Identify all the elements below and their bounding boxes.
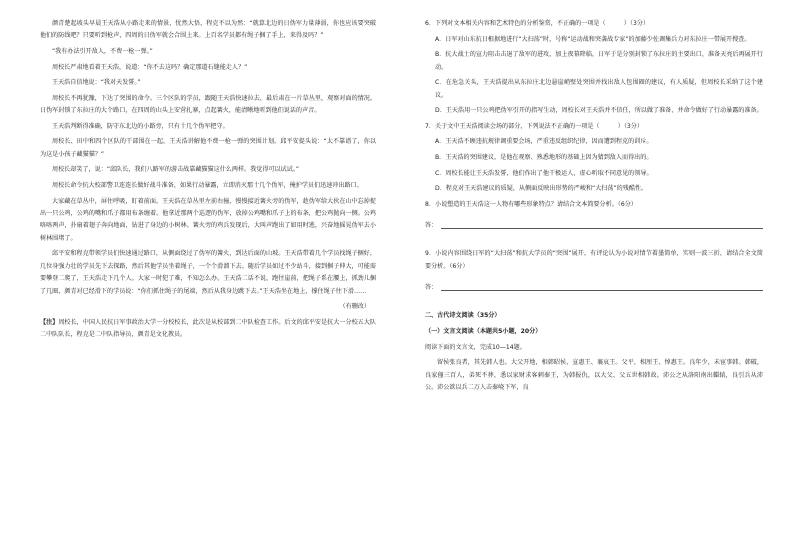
section-heading: 二、古代诗文阅读（35分）	[425, 312, 501, 320]
passage-paragraph: 王天浩判断得准确，防守东北边的小路旁，只有十几个伪军把守。	[52, 122, 229, 130]
question-6-option-c: C．在危急关头，王天浩提出从东拉庄北边悬崖峭壁处突围并找出敌人包围圈的建议，有人质疑，但周校长采纳了这个建议。	[435, 79, 763, 99]
subsection-heading: （一）文言文阅读（本题共5小题，20分）	[425, 327, 542, 335]
passage-paragraph: 颜青楚起坡头早晨王天浩从小路走来的情景，忧然大悟，程克不以为然：“就算北边的日伪军力量薄弱，你也应该要突破他们的防线吧？只要听到枪声，四周的日伪军就会合围上来。上百名学员都有绳子捆了手上，来得及吗？”	[40, 20, 376, 40]
reading-passage-column	[40, 18, 376, 345]
answer-underline	[441, 290, 763, 291]
question-7-option-a: A．王天浩不顾违抗规律调重要会场，严重违反组织纪律，因而遭到程克的训斥。	[435, 138, 653, 146]
question-6: 6．下列对文本相关内容和艺术特色的分析鉴赏，不正确的一项是（ ）（3分）	[425, 20, 650, 27]
passage-paragraph: 周校长严肃地看着王天浩，说道：“你不去这吗？确定那道石缝能走人？”	[52, 63, 248, 71]
answer-line-8[interactable]	[425, 214, 763, 232]
passage-paragraph: 大家藏在草丛中，屏住呼吸，盯着前面。王天浩在草丛里左前右撞，慢慢接近篝火旁的伪军，趁伪军给大伙在山中忘掉捉出一只公鸡，公鸡的嘴和爪子都用布条缠着。他拿近那两个巡逻的伪军，放掉公鸡嘴和爪子上的布条，把公鸡抛向一侧。公鸡咯咯两声，扑扇着翅子奔向地面，钻进了身边的小树林。篝火旁的鸡兵发现后，大叫声跑出了如用时逃，兴奋地摇晃伪军去小树林围堵了。	[40, 197, 376, 242]
question-7-option-b: B．王天浩的突围建议，是他在观察、熟悉地形的基础上因为猜到敌人而得出的。	[435, 153, 653, 161]
annotation-text: 周校长，中国人民抗日军事政治大学一分校校长，此次是从校部到二中队检查工作。后文的邱平安是抗大一分校五大队二中队队长，程克是二中队指导员，颜青是文化教员。	[40, 318, 376, 339]
answer-label: 答：	[425, 221, 438, 229]
question-8: 8．小说塑造的王天浩这一人物有哪些形象特点？请结合文本简要分析。（6分）	[425, 200, 637, 208]
annotation-label: 【注】	[40, 318, 59, 326]
reading-instruction: 阅读下面的文言文，完成10—14题。	[425, 343, 526, 351]
question-7-option-c: C．周校长能让王天浩发誓，他们作出了他干极运人，虚心听取不同意见的领导。	[435, 169, 653, 177]
passage-paragraph: 周校长不再犹豫，下达了突围的命令。三个区队的学员，跟随王天浩快速拉去，最后肃在一片草丛里，观察对面的情况。日伪军封锁了东拉庄的大个路口，在四周的山头上安营扎寨，点起篝火，能清晰地听到他们说话的声音。	[40, 94, 376, 115]
passage-paragraph: 周校长命令抗大校部警卫连连长做好战斗准备，如果行动暴露，立即消灭那十几个伪军，掩护学员们迅速冲出路口。	[52, 181, 363, 189]
passage-paragraph: “我有办法引开敌人，不费一枪一弹。”	[52, 48, 153, 55]
questions-column	[425, 18, 763, 398]
answer-label: 答：	[425, 283, 438, 291]
classical-passage: 留侯张良者，其先韩人也。大父开地，相韩昭侯、宣惠王、襄哀王。父平，相厘王、悼惠王。良年少，未宦事韩。韩破，良家僮三百人，弟死不葬，悉以家财求客刺秦王，为韩报仇，以大父、父五世相韩故。沛公之从洛阳南出轘辕，良引兵从沛公。沛公欲以兵二万人击秦峣下军，良	[425, 359, 763, 391]
question-7: 7．关于文中王天浩阅读会场的部分，下列说法不正确的一项是（ ）（3分）	[425, 122, 643, 130]
passage-paragraph: 周校长、田中和四个区队的干部围在一起，王天浩讲解他不费一枪一弹的突围计划。邱平安提头说：“太不靠谱了，你以为这是小孩子藏猫猫？”	[40, 138, 376, 158]
passage-paragraph: 王天浩自信地说：“我对天发誓。”	[52, 79, 141, 87]
question-6-option-d: D．王天浩用一只公鸡把伪军引开的指写生动，周校长对王天浩并不信任，所以做了准备，并命令做好了行动暴露的准备。	[435, 107, 763, 115]
passage-paragraph: 周校长却笑了，说：“邱队长，我们八路军的游击战靠藏猫猫这什么两样。我觉得可以试试。”	[52, 166, 300, 174]
answer-underline	[441, 228, 763, 229]
question-6-option-a: A．日军对山东抗日根据地进行“大扫荡”时，号称“运动战和突袭战专家”的加藤少佐调集兵力对东拉庄一带展开搜查。	[435, 35, 751, 43]
passage-paragraph: 邱平安和程克带领学员们快速通过路口，从侧面绕过了伪军的篝火，到达后面的山坡。王天浩带着几个学员找绳子捆好，几位身强力壮的学员先下去探路，然后其他学员坐着绳子，一个个滑溜下去。随后学员如过不少站斗，接到捆子伸大，可能需要攀登二爬了，王天浩走下几个人。大家一时犯了难，不知怎么办。王天浩二话不说，跑往崖前，把绳子系在腰上，抓劲儿捆了几圈，颜青对已经滑下的学员说：“你们抓住绳子的尾端，然后从我身边跳下去。”王天浩坐在地上，撑住绳子往下滑……	[40, 250, 376, 295]
source-note: （有删改）	[339, 303, 370, 311]
question-9: 9．小说内容围绕日军的“大扫荡”和抗大学员的“突围”展开，有评论认为小说对情节着墨简单，实则一波三折，请结合全文简要分析。（6分）	[425, 250, 763, 270]
annotation-note	[40, 317, 376, 342]
question-7-option-d: D．程克对王天浩建议的质疑，从侧面反映出形势的严峻和“大扫荡”的残酷性。	[435, 185, 648, 193]
question-6-option-b: B．抗大战士的宣力阻击击退了敌军的进攻，加上夜幕降临，日军于是分别封锁了东拉庄的主要出口，准备天亮后再展开行动。	[435, 51, 763, 71]
answer-line-9[interactable]	[425, 276, 763, 294]
